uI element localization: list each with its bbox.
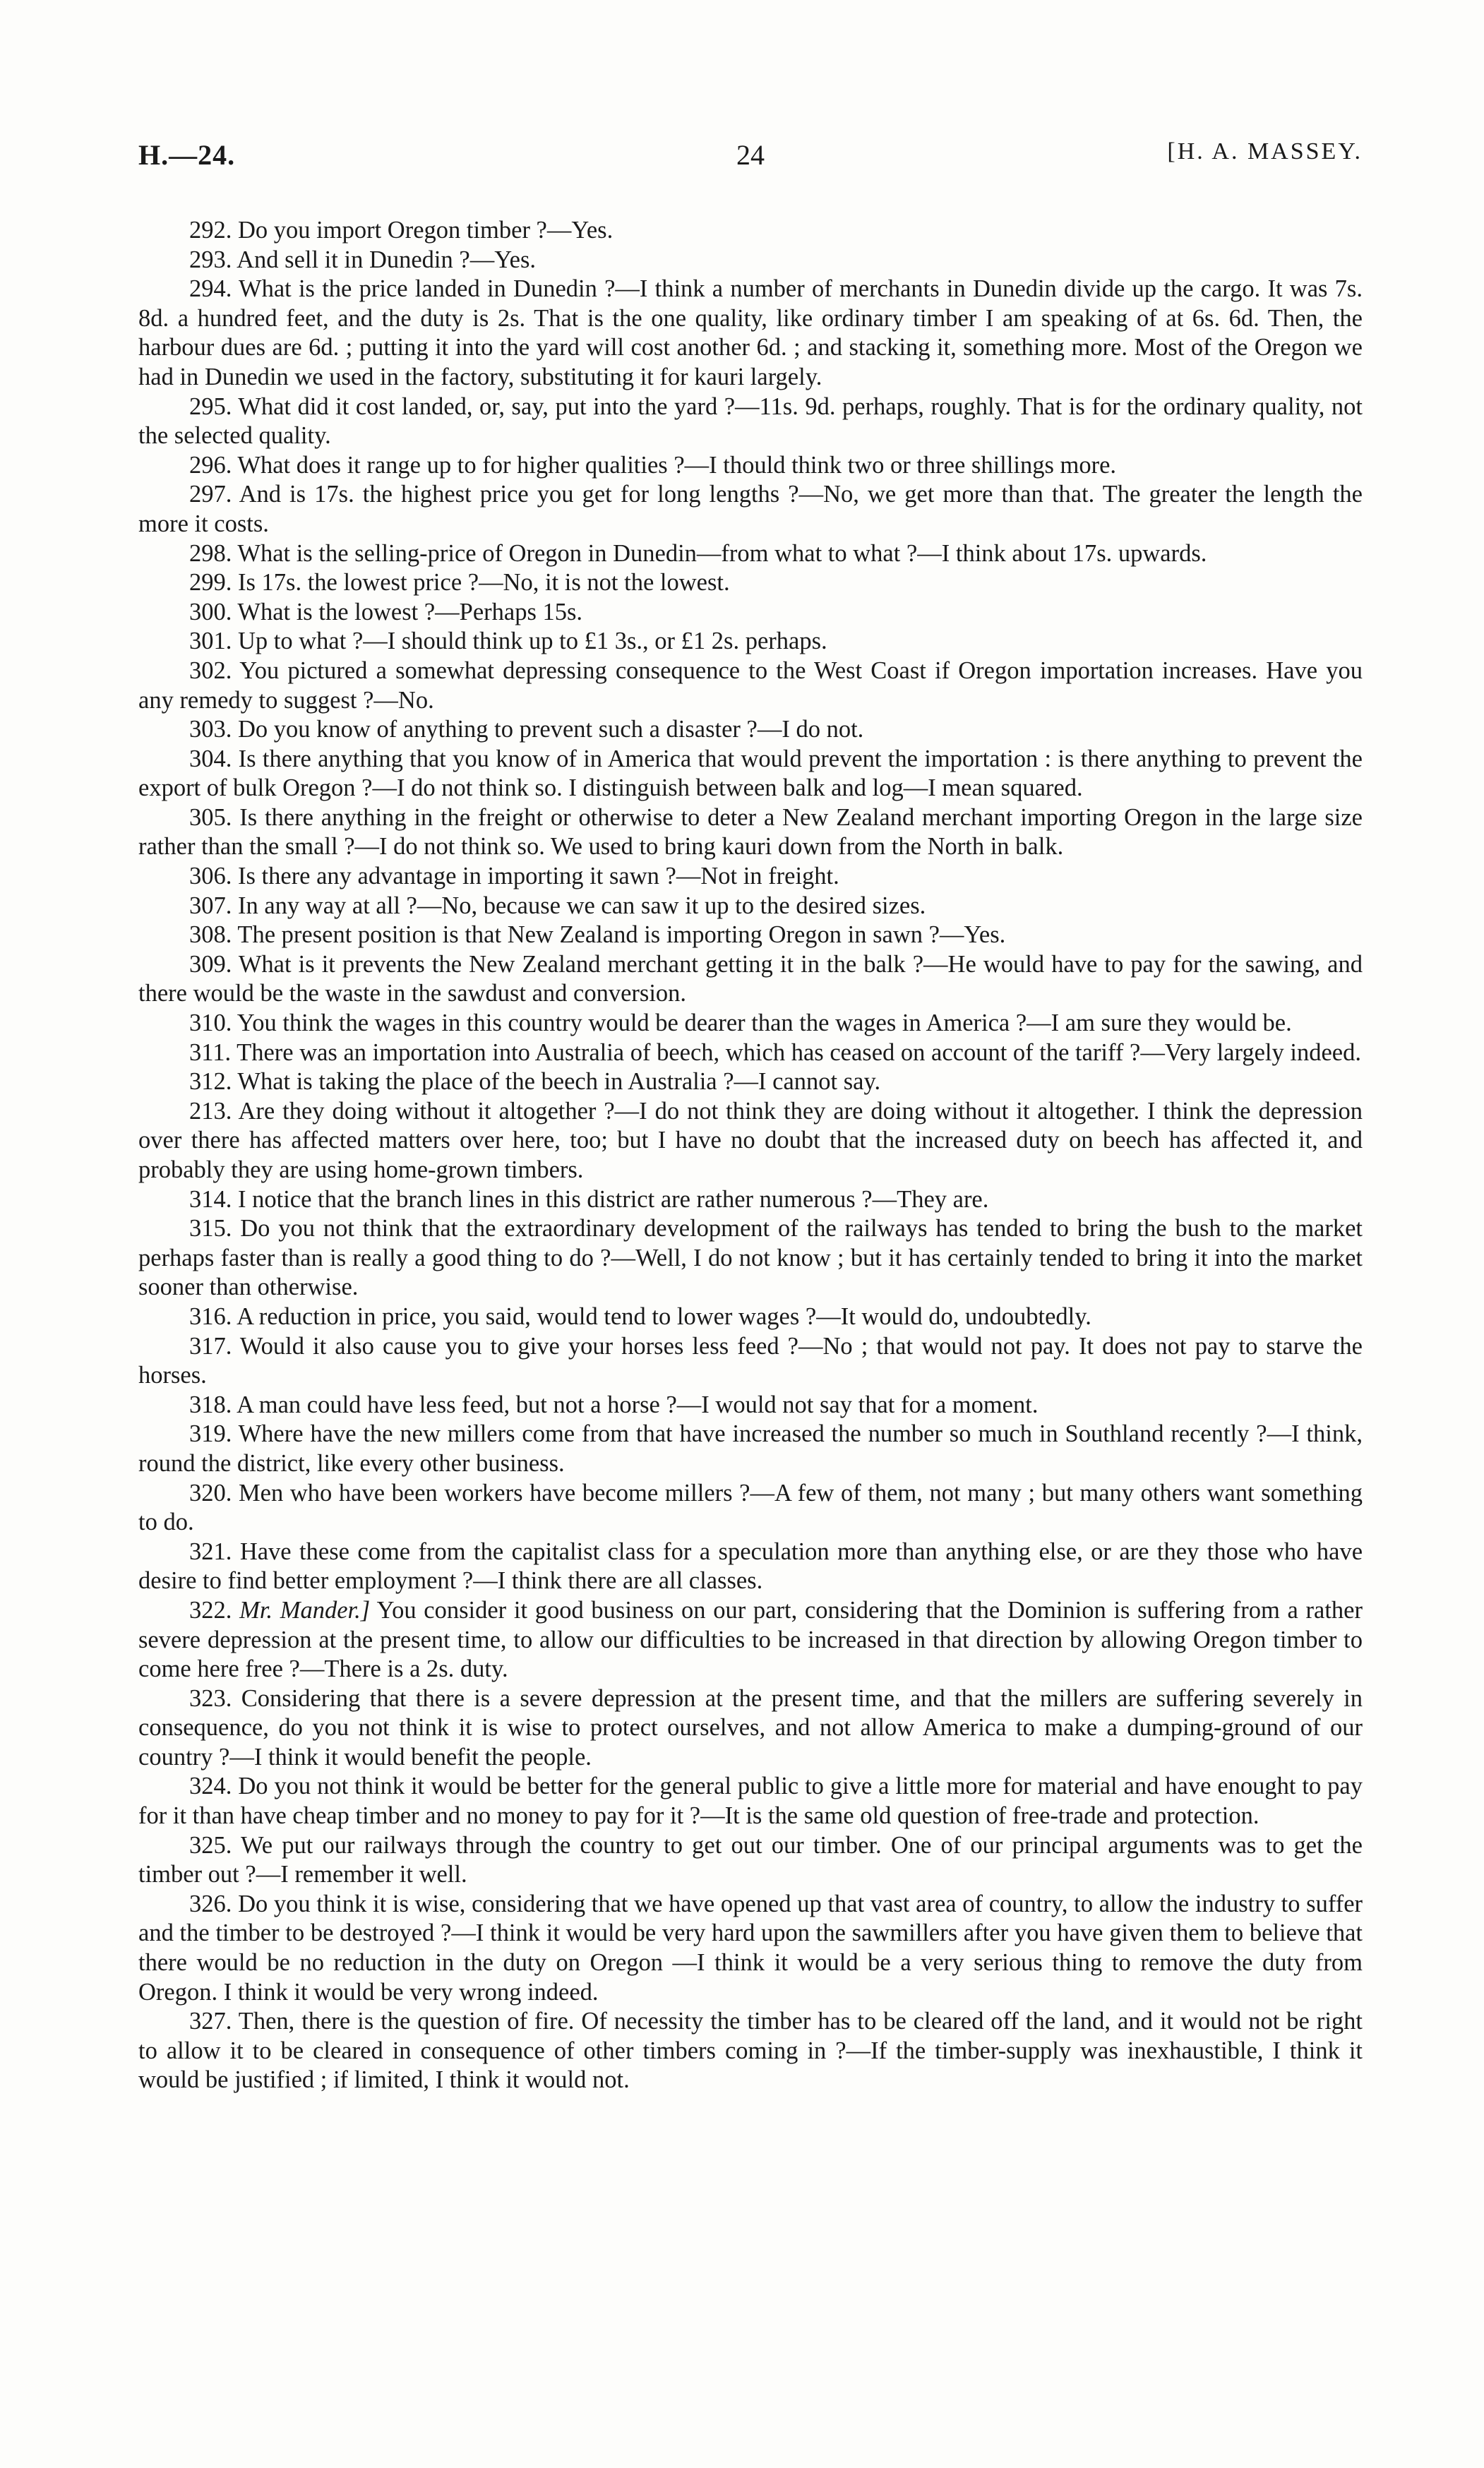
question-paragraph bbox=[138, 1391, 1363, 1420]
question-number: 321. bbox=[189, 1538, 232, 1565]
question-text: In any way at all ?—No, because we can saw it up to the desired sizes. bbox=[238, 892, 926, 919]
question-text: And sell it in Dunedin ?—Yes. bbox=[237, 246, 537, 273]
question-paragraph bbox=[138, 1890, 1363, 2007]
question-text: You pictured a somewhat depressing consequence to the West Coast if Oregon importation increases. Have you any remedy to suggest ?—No. bbox=[138, 657, 1363, 714]
question-number: 303. bbox=[189, 716, 232, 743]
question-number: 324. bbox=[189, 1773, 232, 1800]
question-text: What is taking the place of the beech in Australia ?—I cannot say. bbox=[237, 1068, 881, 1096]
question-number: 213. bbox=[189, 1097, 232, 1125]
question-number: 292. bbox=[189, 217, 232, 244]
question-number: 318. bbox=[189, 1391, 232, 1418]
question-number: 299. bbox=[189, 569, 232, 597]
question-text: The present position is that New Zealand is importing Oregon in sawn ?—Yes. bbox=[237, 921, 1006, 949]
question-text: You think the wages in this country would be dearer than the wages in America ?—I am sure they would be. bbox=[237, 1010, 1292, 1037]
question-number: 320. bbox=[189, 1479, 232, 1506]
question-paragraph bbox=[138, 451, 1363, 481]
question-paragraph bbox=[138, 275, 1363, 392]
question-paragraph bbox=[138, 1067, 1363, 1097]
question-number: 311. bbox=[189, 1038, 232, 1066]
question-number: 319. bbox=[189, 1420, 232, 1448]
question-text: Do you think it is wise, considering that we have opened up that vast area of country, to allow the industry to suffer and the timber to be destroyed ?—I think it would be very hard upon the sawmillers after you have given them to believe that there would be no reduction in the duty on Oregon —I think it would be a very serious thing to remove the duty from Oregon. I think it would be very wrong indeed. bbox=[138, 1890, 1363, 2006]
question-number: 315. bbox=[189, 1215, 232, 1242]
question-text: What is the price landed in Dunedin ?—I think a number of merchants in Dunedin divide up the cargo. It was 7s. 8d. a hundred feet, and the duty is 2s. That is the one quality, like ordinary timber I am speaking of at 6s. 6d. Then, the harbour dues are 6d. ; putting it into the yard will cost another 6d. ; and stacking it, something more. Most of the Oregon we had in Dunedin we used in the factory, substituting it for kauri largely. bbox=[138, 275, 1363, 390]
question-number: 325. bbox=[189, 1831, 232, 1859]
question-paragraph bbox=[138, 1772, 1363, 1831]
question-paragraph bbox=[138, 1596, 1363, 1684]
question-paragraph bbox=[138, 480, 1363, 539]
question-number: 302. bbox=[189, 657, 232, 684]
question-number: 297. bbox=[189, 481, 232, 508]
question-paragraph bbox=[138, 598, 1363, 628]
question-text: And is 17s. the highest price you get for long lengths ?—No, we get more than that. The greater the length the more it costs. bbox=[138, 481, 1363, 537]
question-text: What does it range up to for higher qualities ?—I thould think two or three shillings more. bbox=[237, 451, 1117, 479]
question-paragraph bbox=[138, 2007, 1363, 2095]
question-paragraph bbox=[138, 950, 1363, 1009]
question-number: 293. bbox=[189, 246, 232, 273]
question-number: 309. bbox=[189, 950, 232, 978]
question-paragraph bbox=[138, 1684, 1363, 1773]
question-paragraph bbox=[138, 1214, 1363, 1302]
question-number: 307. bbox=[189, 892, 232, 919]
question-text: Do you not think that the extraordinary development of the railways has tended to bring the bush to the market perhaps faster than is really a good thing to do ?—Well, I do not know ; but it has certainly tended to bring it into the market sooner than otherwise. bbox=[138, 1215, 1363, 1301]
question-paragraph bbox=[138, 657, 1363, 715]
question-paragraph bbox=[138, 216, 1363, 246]
question-number: 298. bbox=[189, 539, 232, 567]
question-text: Do you import Oregon timber ?—Yes. bbox=[238, 217, 614, 244]
question-paragraph bbox=[138, 892, 1363, 921]
question-text: What is the selling-price of Oregon in Dunedin—from what to what ?—I think about 17s. upwards. bbox=[237, 539, 1207, 567]
question-text: Would it also cause you to give your horses less feed ?—No ; that would not pay. It does not pay to starve the horses. bbox=[138, 1332, 1363, 1389]
question-paragraph bbox=[138, 1332, 1363, 1391]
question-number: 301. bbox=[189, 628, 232, 655]
question-paragraph bbox=[138, 745, 1363, 803]
question-paragraph bbox=[138, 921, 1363, 950]
question-paragraph bbox=[138, 1185, 1363, 1215]
question-number: 317. bbox=[189, 1332, 232, 1360]
question-text: Then, there is the question of fire. Of necessity the timber has to be cleared off the land, and it would not be right to allow it to be cleared in consequence of other timbers coming in ?—If the timber-supply was inexhaustible, I think it would be justified ; if limited, I think it would not. bbox=[138, 2008, 1363, 2094]
question-number: 295. bbox=[189, 393, 232, 420]
question-number: 305. bbox=[189, 803, 232, 831]
question-text: We put our railways through the country to get out our timber. One of our principal arguments was to get the timber out ?—I remember it well. bbox=[138, 1831, 1363, 1888]
questions-list bbox=[138, 216, 1363, 2095]
question-text: A reduction in price, you said, would tend to lower wages ?—It would do, undoubtedly. bbox=[237, 1302, 1091, 1330]
question-number: 322. bbox=[189, 1596, 232, 1624]
witness-name: [H. A. MASSEY. bbox=[1167, 138, 1363, 164]
question-text: I notice that the branch lines in this district are rather numerous ?—They are. bbox=[238, 1185, 989, 1213]
question-paragraph bbox=[138, 1097, 1363, 1185]
question-paragraph bbox=[138, 1038, 1363, 1068]
question-text: Up to what ?—I should think up to £1 3s., or £1 2s. perhaps. bbox=[238, 628, 827, 655]
question-text: Men who have been workers have become millers ?—A few of them, not many ; but many others want something to do. bbox=[138, 1479, 1363, 1536]
question-paragraph bbox=[138, 1302, 1363, 1332]
question-number: 300. bbox=[189, 598, 232, 625]
question-paragraph bbox=[138, 1420, 1363, 1478]
question-text: Where have the new millers come from that have increased the number so much in Southland recently ?—I think, round the district, like every other business. bbox=[138, 1420, 1363, 1477]
question-paragraph bbox=[138, 1831, 1363, 1890]
question-paragraph bbox=[138, 539, 1363, 569]
question-text: Is there any advantage in importing it sawn ?—Not in freight. bbox=[238, 863, 839, 890]
question-paragraph bbox=[138, 627, 1363, 657]
question-text: Considering that there is a severe depression at the present time, and that the millers are suffering severely in consequence, do you not think it is wise to protect ourselves, and not allow America to make a dumping-ground of our country ?—I think it would benefit the people. bbox=[138, 1684, 1363, 1771]
question-paragraph bbox=[138, 715, 1363, 745]
question-text: Are they doing without it altogether ?—I do not think they are doing without it altogether. I think the depression over there has affected matters over here, too; but I have no doubt that the increased duty on beech has affected it, and probably they are using home-grown timbers. bbox=[138, 1097, 1363, 1183]
question-text: A man could have less feed, but not a horse ?—I would not say that for a moment. bbox=[237, 1391, 1039, 1418]
question-text: Do you know of anything to prevent such a disaster ?—I do not. bbox=[238, 716, 864, 743]
question-text: You consider it good business on our part, considering that the Dominion is suffering from a rather severe depression at the present time, to allow our difficulties to be increased in that direction by allowing Oregon timber to come here free ?—There is a 2s. duty. bbox=[138, 1596, 1363, 1683]
question-text: Is there anything that you know of in America that would prevent the importation : is there anything to prevent the export of bulk Oregon ?—I do not think so. I distinguish between balk and log—I mean squared. bbox=[138, 745, 1363, 802]
page-header bbox=[138, 138, 1363, 181]
question-number: 308. bbox=[189, 921, 232, 949]
question-number: 312. bbox=[189, 1068, 232, 1096]
question-number: 327. bbox=[189, 2008, 232, 2035]
question-paragraph bbox=[138, 393, 1363, 451]
question-number: 306. bbox=[189, 863, 232, 890]
question-text: Is there anything in the freight or otherwise to deter a New Zealand merchant importing Oregon in the large size rather than the small ?—I do not think so. We used to bring kauri down from the North in balk. bbox=[138, 803, 1363, 861]
question-paragraph bbox=[138, 803, 1363, 862]
question-text: Do you not think it would be better for the general public to give a little more for material and have enought to pay for it than have cheap timber and no money to pay for it ?—It is the same old question of free-trade and protection. bbox=[138, 1773, 1363, 1830]
question-text: Is 17s. the lowest price ?—No, it is not the lowest. bbox=[238, 569, 730, 597]
question-text: What is it prevents the New Zealand merchant getting it in the balk ?—He would have to pay for the sawing, and there would be the waste in the sawdust and conversion. bbox=[138, 950, 1363, 1007]
question-paragraph bbox=[138, 246, 1363, 275]
question-paragraph bbox=[138, 862, 1363, 892]
question-number: 310. bbox=[189, 1010, 232, 1037]
question-paragraph bbox=[138, 1479, 1363, 1538]
question-number: 326. bbox=[189, 1890, 232, 1917]
question-number: 304. bbox=[189, 745, 232, 772]
question-number: 314. bbox=[189, 1185, 232, 1213]
document-reference: H.—24. bbox=[138, 139, 236, 171]
question-number: 323. bbox=[189, 1684, 232, 1712]
question-number: 316. bbox=[189, 1302, 232, 1330]
question-text: Have these come from the capitalist class for a speculation more than anything else, or are they those who have desire to find better employment ?—I think there are all classes. bbox=[138, 1538, 1363, 1595]
question-paragraph bbox=[138, 1009, 1363, 1038]
question-number: 296. bbox=[189, 451, 232, 479]
question-number: 294. bbox=[189, 275, 232, 303]
page-number: 24 bbox=[736, 139, 765, 171]
question-text: There was an importation into Australia of beech, which has ceased on account of the tariff ?—Very largely indeed. bbox=[237, 1038, 1361, 1066]
speaker-name: Mr. Mander.] bbox=[239, 1596, 371, 1624]
question-text: What did it cost landed, or, say, put into the yard ?—11s. 9d. perhaps, roughly. That is for the ordinary quality, not the selected quality. bbox=[138, 393, 1363, 450]
question-paragraph bbox=[138, 1538, 1363, 1596]
question-text: What is the lowest ?—Perhaps 15s. bbox=[237, 598, 583, 625]
question-paragraph bbox=[138, 568, 1363, 598]
